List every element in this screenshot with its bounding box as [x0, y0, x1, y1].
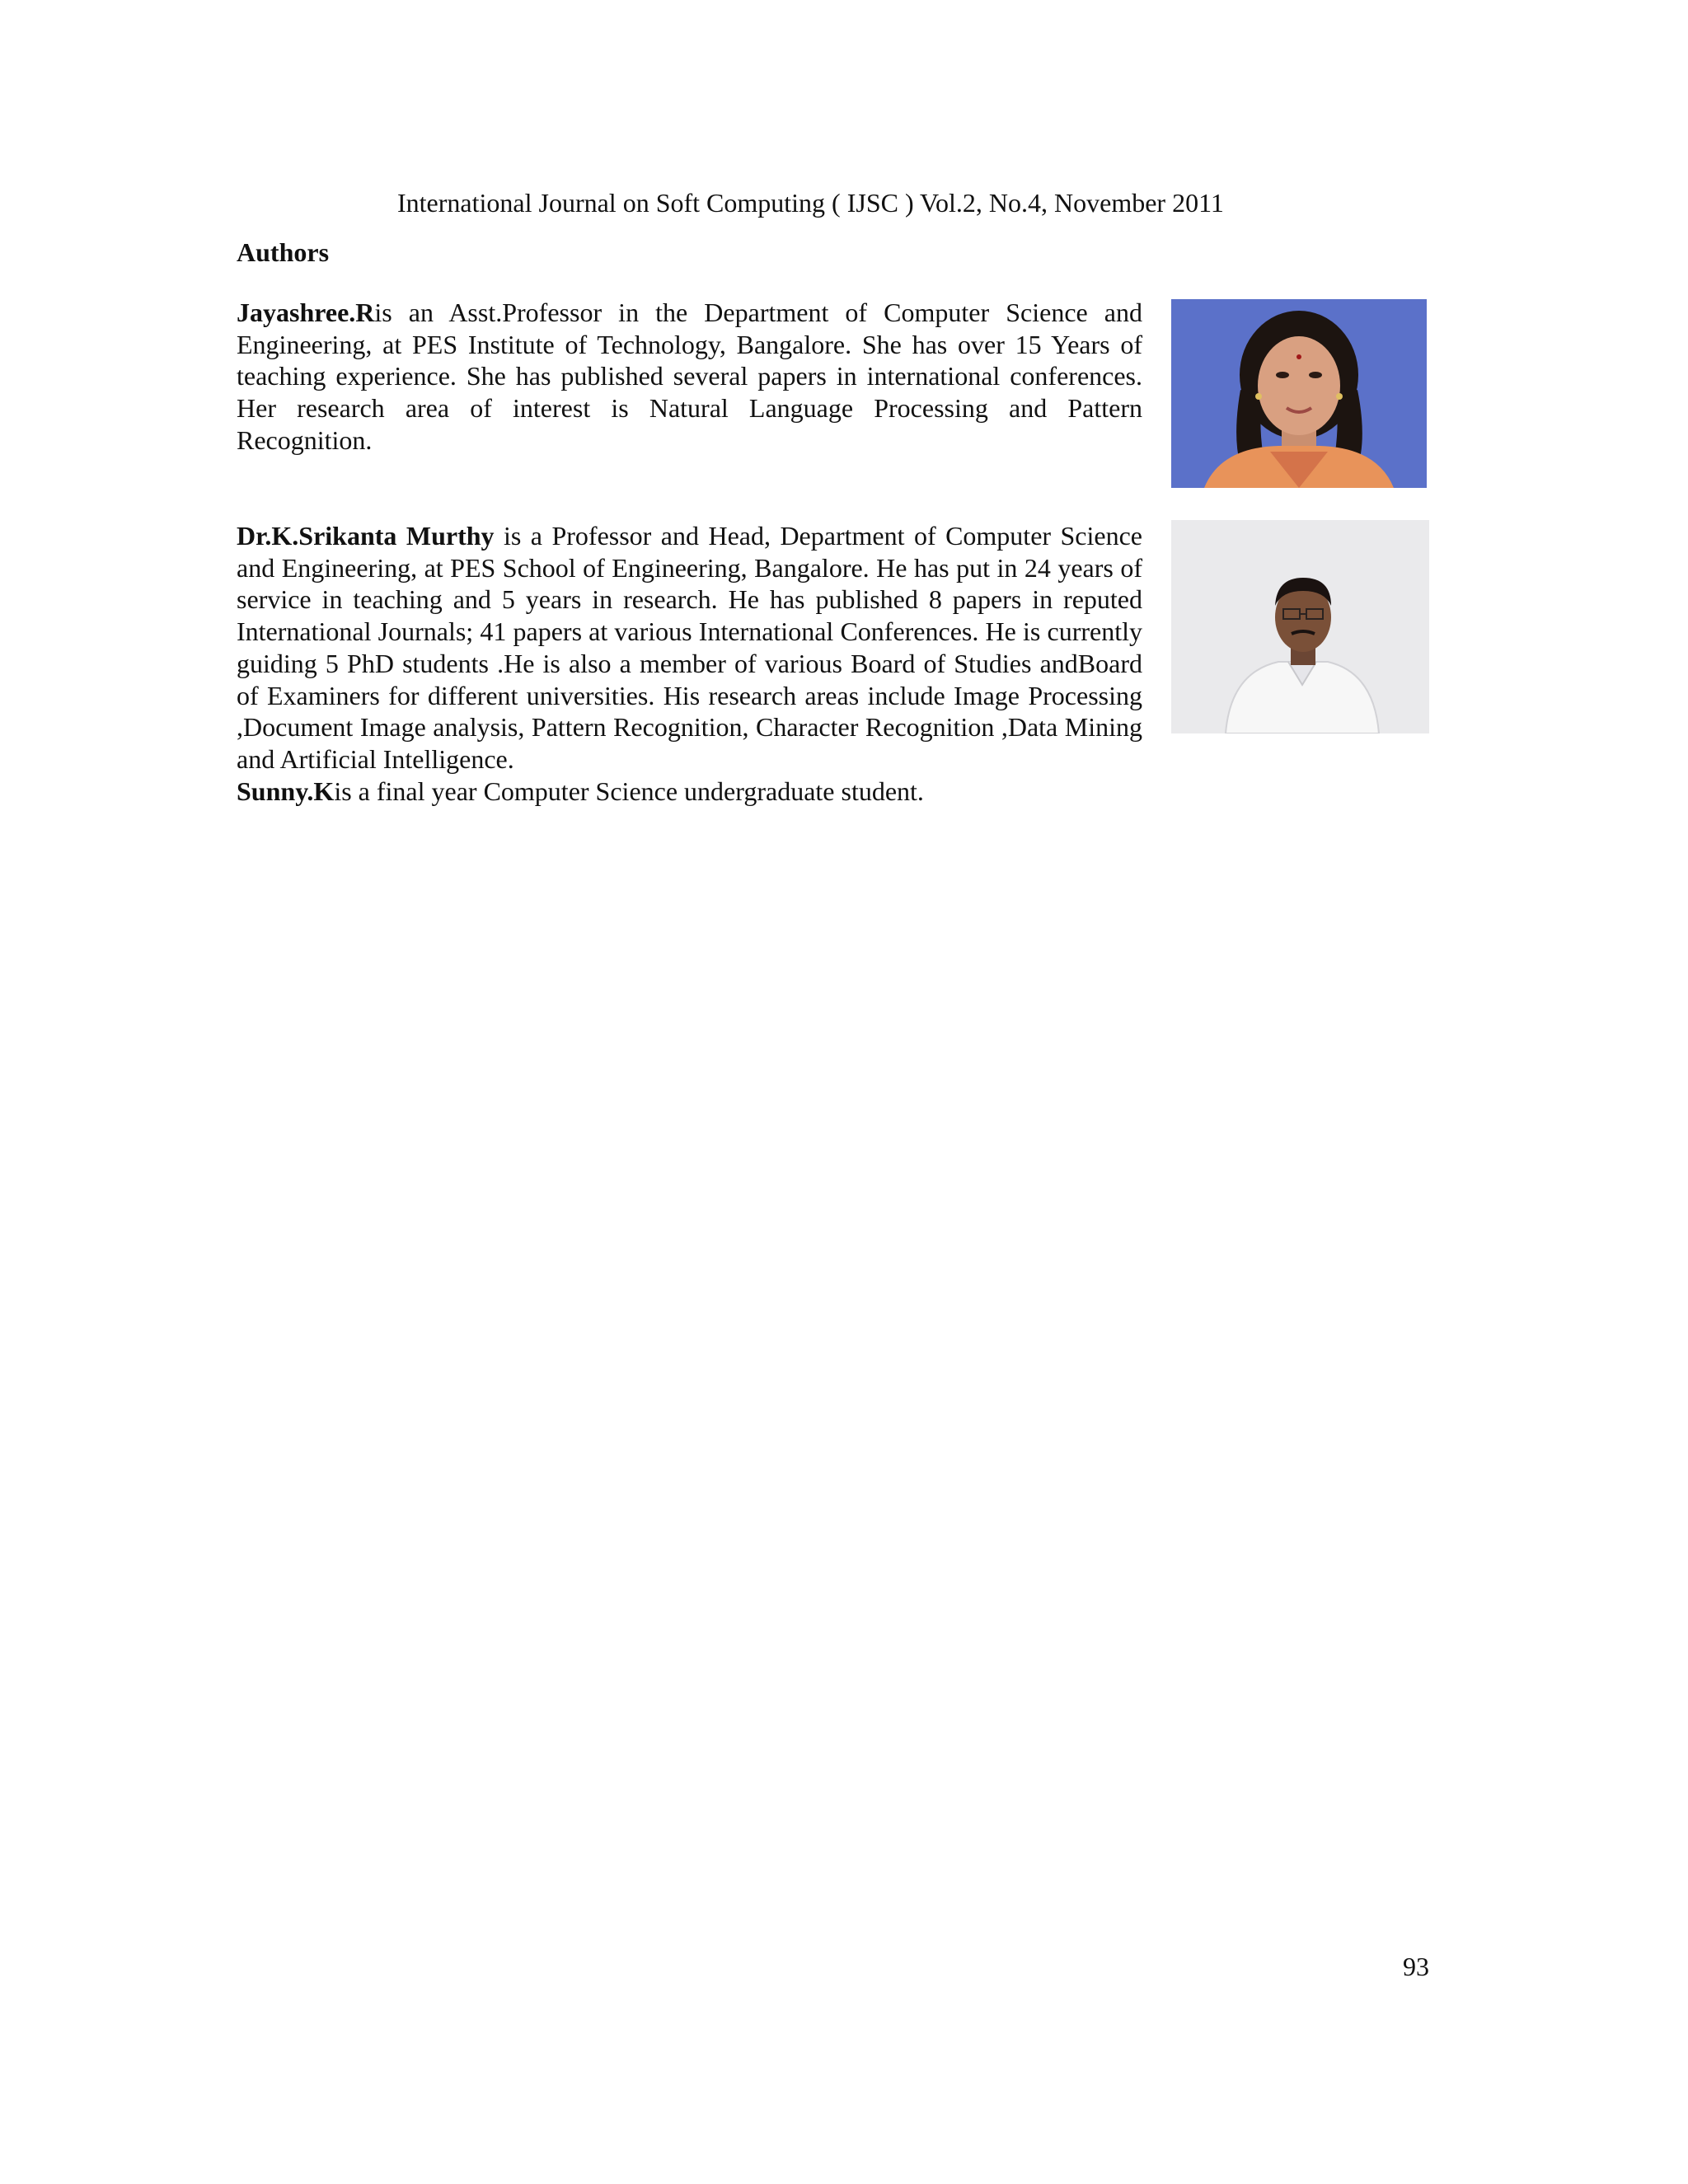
author-name: Dr.K.Srikanta Murthy [237, 521, 495, 551]
author-bio-jayashree [237, 297, 1142, 457]
page-number: 93 [1403, 1952, 1429, 1981]
running-header: International Journal on Soft Computing ( IJSC ) Vol.2, No.4, November 2011 [397, 188, 1224, 218]
author-bio-text: is an Asst.Professor in the Department of Computer Science and Engineering, at PES Institute of Technology, Bangalore. She has over 15 Years of teaching experience. She has published several papers in international conferences. Her research area of interest is Natural Language Processing and Pattern Recognition. [237, 298, 1142, 455]
author-portrait-female-image [1171, 299, 1427, 488]
author-photo-srikanta-murthy [1171, 520, 1429, 733]
author-portrait-male-image [1171, 520, 1429, 733]
author-bio-text: is a Professor and Head, Department of Computer Science and Engineering, at PES School of Engineering, Bangalore. He has put in 24 years of service in teaching and 5 years in research. He has published 8 papers in reputed International Journals; 41 papers at various International Conferences. He is currently guiding 5 PhD students .He is also a member of various Board of Studies andBoard of Examiners for different universities. His research areas include Image Processing ,Document Image analysis, Pattern Recognition, Character Recognition ,Data Mining and Artificial Intelligence. [237, 521, 1143, 774]
author-name: Jayashree.R [237, 298, 375, 327]
author-photo-jayashree [1171, 299, 1427, 488]
author-name: Sunny.K [237, 776, 335, 806]
author-bio-srikanta-murthy [237, 520, 1142, 776]
author-bio-text: is a final year Computer Science undergraduate student. [334, 776, 924, 806]
author-bio-sunny [237, 776, 1142, 808]
authors-heading: Authors [237, 237, 330, 267]
